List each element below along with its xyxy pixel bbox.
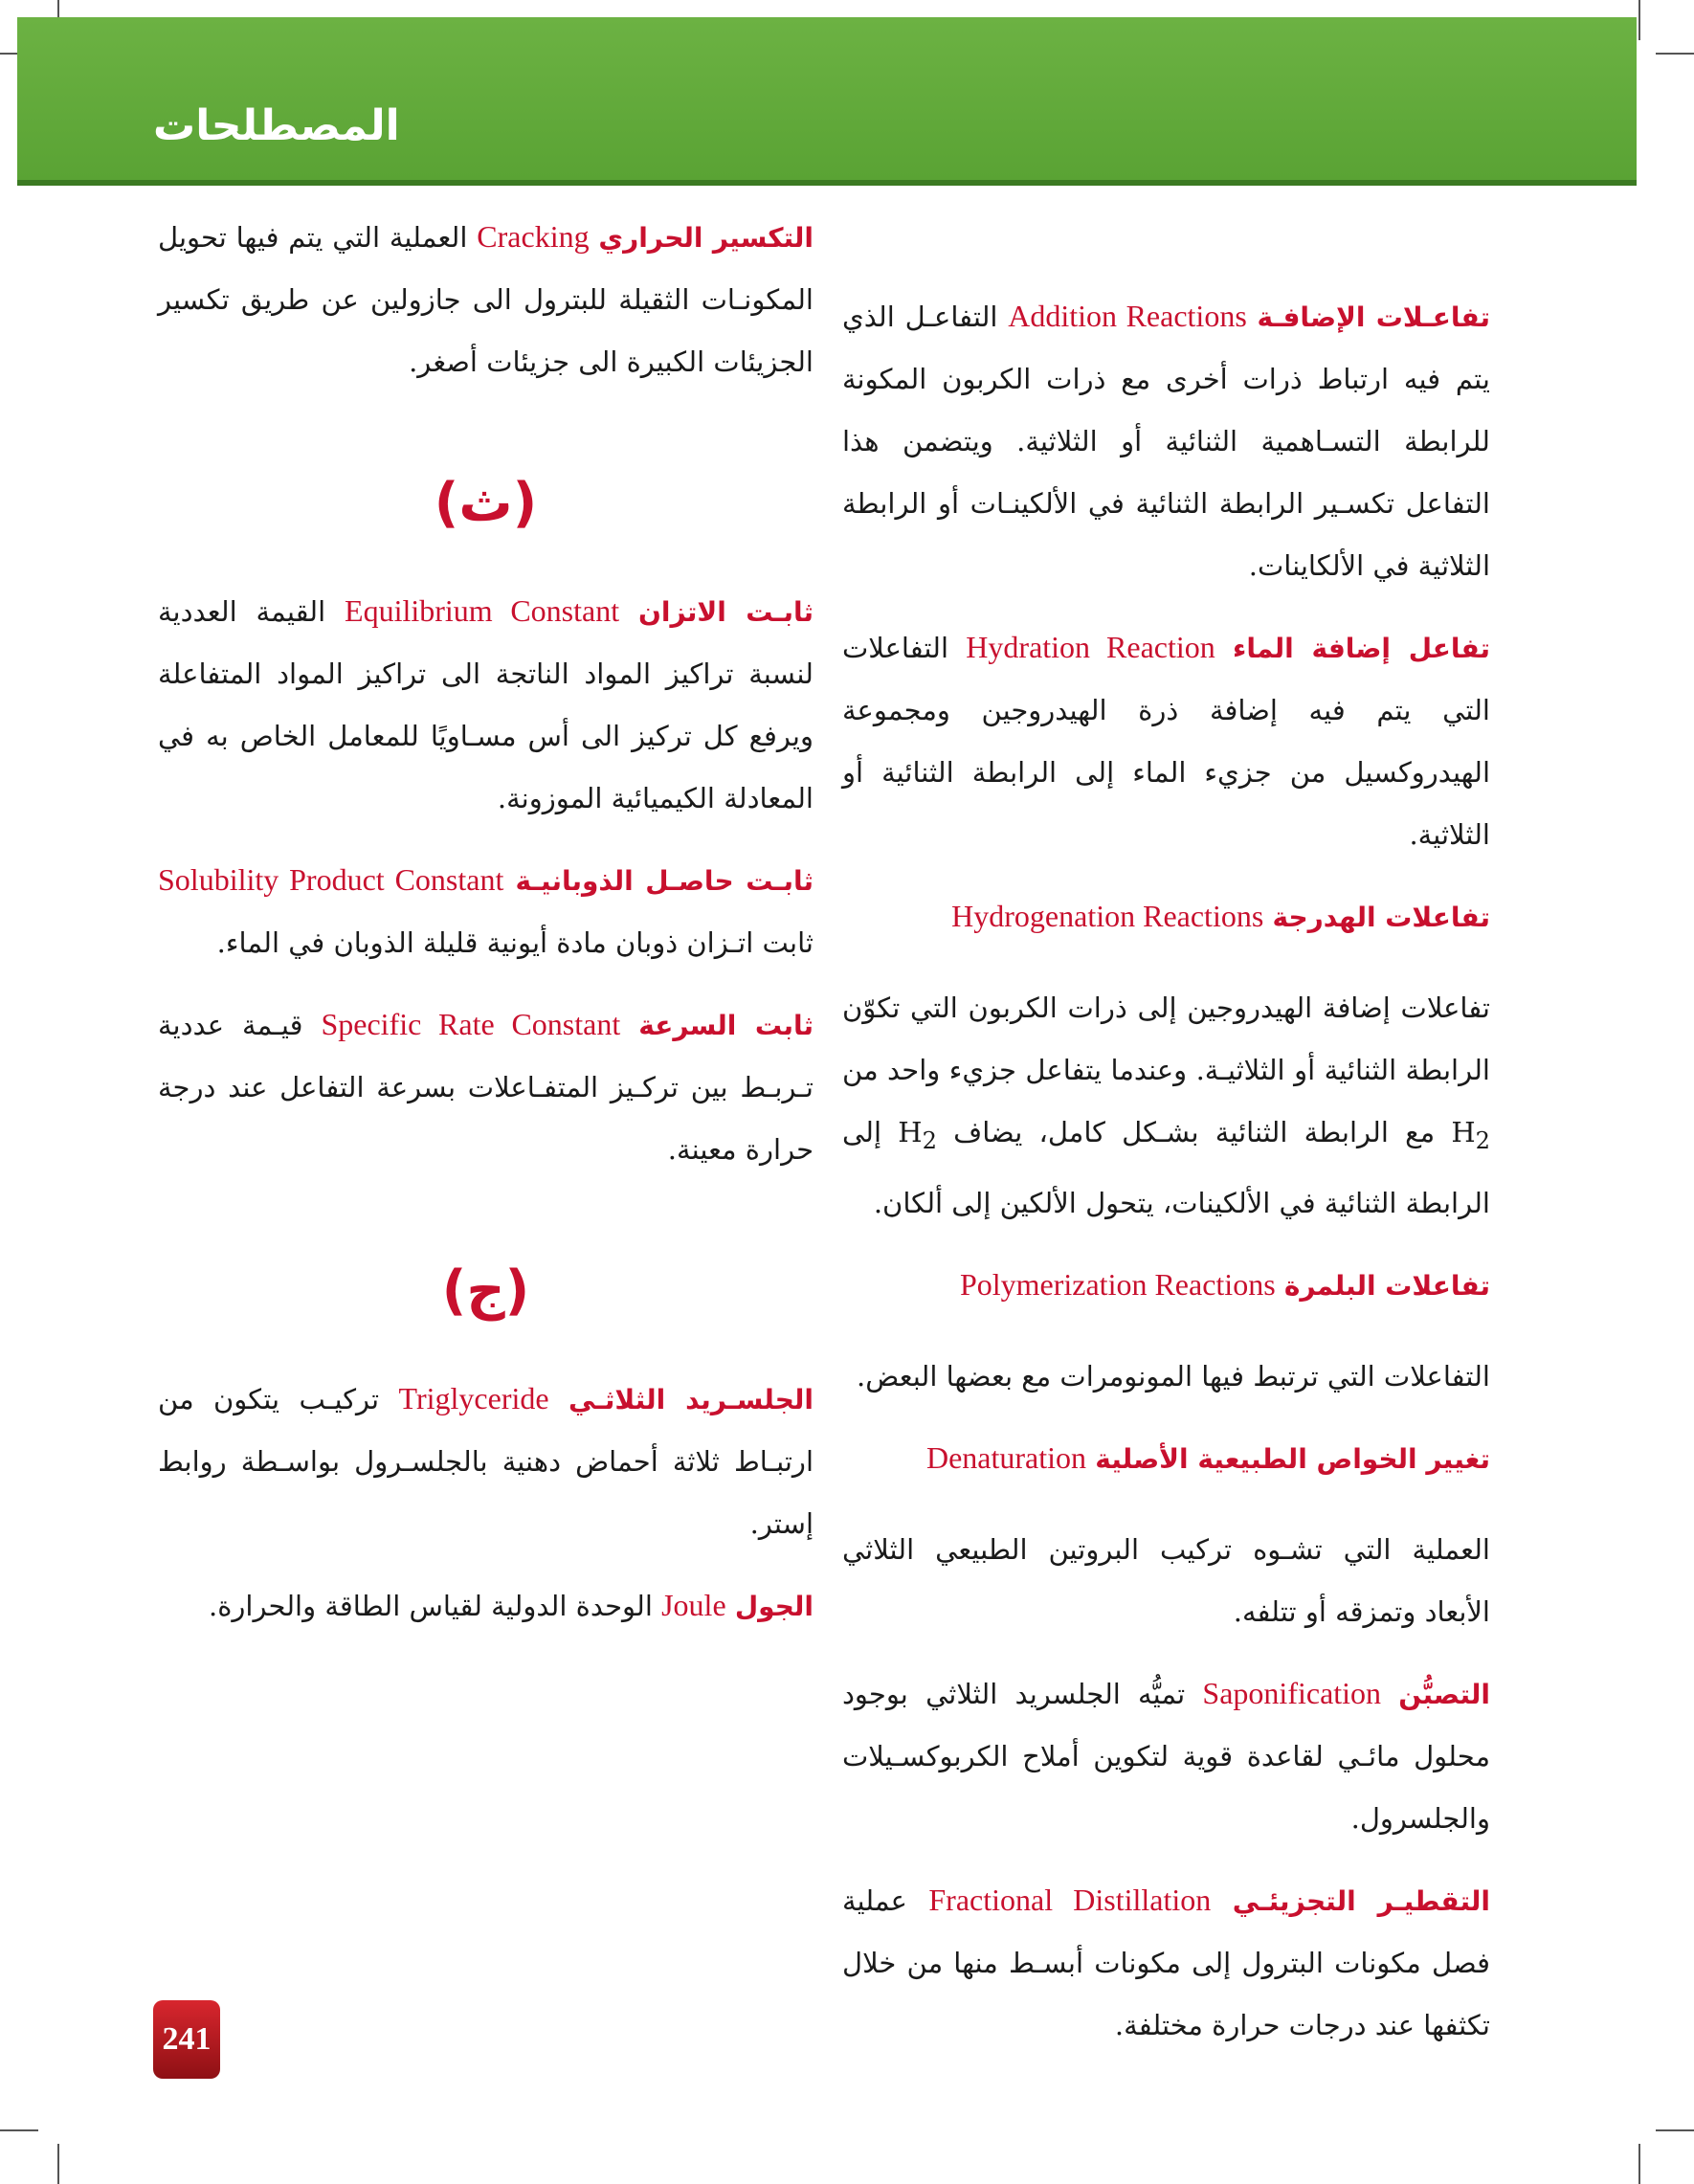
term-english: Solubility Product Constant	[158, 862, 504, 897]
crop-mark	[1656, 2129, 1694, 2131]
glossary-definition-hydrogenation	[842, 977, 1490, 1235]
term-definition: قيـمة عددية تـربـط بين تركـيز المتفـاعلات بسرعة التفاعل عند درجة حرارة معينة.	[158, 1009, 814, 1166]
term-arabic: ثابـت حاصـل الذوبانيـة	[515, 865, 814, 897]
term-arabic: تفاعـلات الإضافـة	[1257, 301, 1491, 333]
formula-h2	[898, 1116, 937, 1154]
glossary-entry-equilibrium-constant	[158, 580, 814, 830]
section-letter-tha: (ث)	[434, 472, 538, 534]
term-english: Hydrogenation Reactions	[951, 899, 1264, 933]
glossary-title-hydrogenation	[842, 885, 1490, 948]
term-arabic: تفاعل إضافة الماء	[1233, 633, 1491, 664]
crop-mark	[57, 2144, 59, 2184]
term-definition: عملية فصل مكونات البترول إلى مكونات أبسـط منها من خلال تكثفها عند درجات حرارة مختلفة.	[842, 1883, 1490, 2041]
term-english: Fractional Distillation	[928, 1882, 1212, 1917]
term-english: Specific Rate Constant	[321, 1007, 621, 1041]
term-english: Saponification	[1202, 1675, 1382, 1710]
glossary-entry-fractional-distillation	[842, 1869, 1490, 2057]
glossary-entry-specific-rate	[158, 993, 814, 1181]
term-definition: تميُّه الجلسريد الثلاثي بوجود محلول مائـي لقاعدة قوية لتكوين أملاح الكربوكسـيلات والجلسرول.	[842, 1677, 1490, 1835]
formula-h2	[1451, 1116, 1490, 1154]
glossary-entry-joule	[158, 1574, 814, 1638]
term-definition: مع الرابطة الثنائية بشـكل كامل، يضاف	[953, 1116, 1436, 1148]
term-arabic: تفاعلات الهدرجة	[1272, 902, 1490, 933]
term-arabic: تغيير الخواص الطبيعية الأصلية	[1095, 1442, 1490, 1475]
term-definition: تفاعلات إضافة الهيدروجين إلى ذرات الكربون التي تكوّن الرابطة الثنائية أو الثلاثيـة. وعندما يتفاعل جزيء واحد من	[842, 992, 1490, 1086]
crop-mark	[1656, 53, 1694, 55]
glossary-entry-addition-reactions	[842, 285, 1490, 597]
section-letter-jeem: (ج)	[441, 1259, 530, 1322]
glossary-entry-cracking	[158, 206, 814, 393]
formula-symbol: H	[1451, 1116, 1476, 1148]
term-arabic: تفاعلات البلمرة	[1283, 1269, 1490, 1302]
term-definition: العملية التي يتم فيها تحويل المكونـات الثقيلة للبترول الى جازولين عن طريق تكسير الجزيئات الكبيرة الى جزيئات أصغر.	[158, 221, 814, 378]
term-arabic: التكسير الحراري	[598, 222, 814, 254]
term-definition: ثابت اتـزان ذوبان مادة أيونية قليلة الذوبان في الماء.	[216, 926, 814, 959]
crop-mark	[0, 2129, 38, 2131]
term-arabic: الجلسـريد الثلاثـي	[568, 1384, 814, 1415]
formula-subscript: 2	[922, 1126, 937, 1154]
glossary-entry-saponification	[842, 1662, 1490, 1850]
page-number: 241	[153, 2000, 220, 2079]
glossary-left-column	[158, 206, 814, 1657]
term-definition: القيمة العددية لنسبة تراكيز المواد الناتجة الى تراكيز المواد المتفاعلة ويرفع كل تركيز الى أس مسـاويًا للمعامل الخاص به في المعادلة الكيميائية الموزونة.	[158, 595, 814, 814]
term-english: Polymerization Reactions	[959, 1266, 1276, 1302]
term-english: Denaturation	[925, 1439, 1087, 1475]
term-definition: الوحدة الدولية لقياس الطاقة والحرارة.	[209, 1590, 653, 1622]
term-english: Equilibrium Constant	[345, 593, 620, 628]
term-definition: التفاعلات التي ترتبط فيها المونومرات مع بعضها البعض.	[857, 1359, 1490, 1393]
glossary-definition-polymerization	[842, 1346, 1490, 1408]
term-english: Cracking	[477, 219, 590, 254]
term-definition: إلى الرابطة الثنائية في الألكينات، يتحول الألكين إلى ألكان.	[842, 1116, 1490, 1219]
term-arabic: التقطيـر التجزيئـي	[1232, 1884, 1491, 1917]
crop-mark	[1638, 0, 1640, 40]
glossary-entry-triglyceride	[158, 1368, 814, 1555]
term-arabic: الجول	[734, 1591, 814, 1622]
page-title: المصطلحات	[153, 101, 400, 150]
term-arabic: ثابت السرعة	[638, 1010, 814, 1041]
glossary-entry-solubility-product	[158, 849, 814, 974]
glossary-title-polymerization	[842, 1254, 1490, 1317]
term-english: Triglyceride	[398, 1381, 549, 1415]
term-definition: التفاعـل الذي يتم فيه ارتباط ذرات أخرى مع ذرات الكربون المكونة للرابطة التسـاهمية الثنائية أو الثلاثية. ويتضمن هذا التفاعل تكسـير الرابطة الثنائية في الألكينـات أو الرابطة الثلاثية في الألكاينات.	[842, 301, 1490, 582]
term-definition: التفاعلات التي يتم فيه إضافة ذرة الهيدروجين ومجموعة الهيدروكسيل من جزيء الماء إلى الرابطة الثنائية أو الثلاثية.	[842, 632, 1490, 851]
term-english: Addition Reactions	[1008, 299, 1247, 333]
crop-mark	[1638, 2144, 1640, 2184]
term-english: Joule	[661, 1588, 726, 1622]
formula-symbol: H	[898, 1116, 923, 1148]
term-english: Hydration Reaction	[966, 630, 1215, 664]
glossary-entry-hydration-reaction	[842, 616, 1490, 866]
glossary-right-column	[842, 285, 1490, 2076]
term-definition: العملية التي تشـوه تركيب البروتين الطبيعي الثلاثي الأبعاد وتمزقه أو تتلفه.	[842, 1532, 1490, 1628]
formula-subscript: 2	[1475, 1126, 1490, 1154]
term-arabic: ثابـت الاتزان	[637, 596, 814, 628]
header-bar	[17, 17, 1637, 180]
glossary-title-denaturation	[842, 1427, 1490, 1490]
glossary-definition-denaturation	[842, 1519, 1490, 1643]
term-definition: تركيـب يتكون من ارتبـاط ثلاثة أحماض دهنية بالجلسـرول بواسـطة روابط إستر.	[158, 1383, 814, 1540]
term-arabic: التصبُّن	[1398, 1678, 1491, 1710]
